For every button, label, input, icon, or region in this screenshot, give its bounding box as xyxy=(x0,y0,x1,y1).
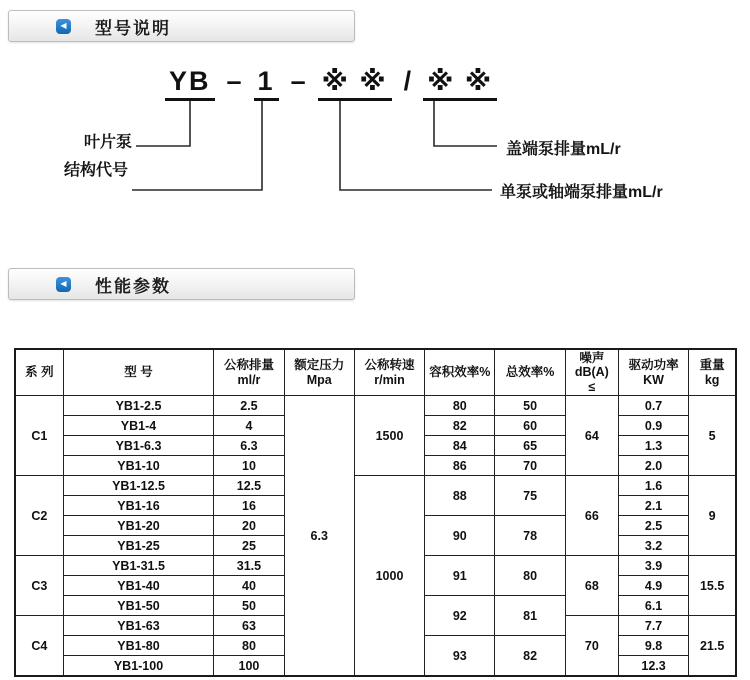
cell-displacement: 10 xyxy=(214,456,284,476)
table-header-row xyxy=(15,349,736,396)
cell-power: 1.3 xyxy=(618,436,688,456)
cell-model: YB1-20 xyxy=(63,516,214,536)
cell-power: 4.9 xyxy=(618,576,688,596)
cell-model: YB1-40 xyxy=(63,576,214,596)
model-code-prefix: YB xyxy=(165,66,215,101)
cell-power: 2.5 xyxy=(618,516,688,536)
cell-model: YB1-100 xyxy=(63,656,214,677)
model-code-slash: / xyxy=(403,66,412,96)
cell-volumetric-efficiency: 90 xyxy=(425,516,495,556)
cell-displacement: 16 xyxy=(214,496,284,516)
cell-series: C2 xyxy=(15,476,63,556)
cell-volumetric-efficiency: 93 xyxy=(425,636,495,677)
cell-model: YB1-6.3 xyxy=(63,436,214,456)
table-row xyxy=(15,396,736,416)
cell-displacement: 4 xyxy=(214,416,284,436)
cell-power: 6.1 xyxy=(618,596,688,616)
model-code-structure: 1 xyxy=(254,66,279,101)
cell-model: YB1-80 xyxy=(63,636,214,656)
cell-weight: 15.5 xyxy=(689,556,736,616)
cell-total-efficiency: 80 xyxy=(495,556,565,596)
arrow-left-icon: ◀ xyxy=(60,21,67,30)
cell-displacement: 31.5 xyxy=(214,556,284,576)
cell-volumetric-efficiency: 91 xyxy=(425,556,495,596)
cell-displacement: 25 xyxy=(214,536,284,556)
cell-total-efficiency: 65 xyxy=(495,436,565,456)
cell-power: 3.2 xyxy=(618,536,688,556)
cell-total-efficiency: 70 xyxy=(495,456,565,476)
cell-noise: 70 xyxy=(565,616,618,677)
cell-noise: 64 xyxy=(565,396,618,476)
callout-vane-pump: 叶片泵 xyxy=(83,134,132,151)
cell-model: YB1-4 xyxy=(63,416,214,436)
cell-series: C3 xyxy=(15,556,63,616)
model-code-group1: ※ ※ xyxy=(318,66,392,101)
cell-total-efficiency: 60 xyxy=(495,416,565,436)
cell-total-efficiency: 75 xyxy=(495,476,565,516)
cell-weight: 9 xyxy=(689,476,736,556)
cell-displacement: 100 xyxy=(214,656,284,677)
cell-displacement: 12.5 xyxy=(214,476,284,496)
header-noise: 噪声 dB(A) ≤ xyxy=(565,349,618,396)
cell-model: YB1-31.5 xyxy=(63,556,214,576)
cell-model: YB1-2.5 xyxy=(63,396,214,416)
header-total-efficiency: 总效率% xyxy=(495,349,565,396)
cell-model: YB1-25 xyxy=(63,536,214,556)
callout-single-or-shaft-end-displacement: 单泵或轴端泵排量mL/r xyxy=(500,184,663,201)
arrow-left-icon: ◀ xyxy=(60,279,67,288)
cell-volumetric-efficiency: 88 xyxy=(425,476,495,516)
cell-model: YB1-50 xyxy=(63,596,214,616)
cell-power: 9.8 xyxy=(618,636,688,656)
header-displacement: 公称排量 ml/r xyxy=(214,349,284,396)
cell-series: C1 xyxy=(15,396,63,476)
cell-power: 0.7 xyxy=(618,396,688,416)
cell-total-efficiency: 50 xyxy=(495,396,565,416)
performance-table xyxy=(14,348,737,677)
cell-speed: 1000 xyxy=(354,476,424,677)
cell-pressure: 6.3 xyxy=(284,396,354,677)
cell-noise: 66 xyxy=(565,476,618,556)
table-row xyxy=(15,476,736,496)
section-title-model-description: 型号说明 xyxy=(95,18,171,38)
cell-total-efficiency: 81 xyxy=(495,596,565,636)
cell-displacement: 40 xyxy=(214,576,284,596)
header-volumetric-efficiency: 容积效率% xyxy=(425,349,495,396)
cell-total-efficiency: 78 xyxy=(495,516,565,556)
section-bar-performance-params xyxy=(8,268,355,300)
cell-weight: 5 xyxy=(689,396,736,476)
cell-power: 3.9 xyxy=(618,556,688,576)
model-code-dash1: – xyxy=(226,66,242,96)
cell-power: 7.7 xyxy=(618,616,688,636)
cell-model: YB1-12.5 xyxy=(63,476,214,496)
cell-power: 12.3 xyxy=(618,656,688,677)
cell-total-efficiency: 82 xyxy=(495,636,565,677)
header-model: 型 号 xyxy=(63,349,214,396)
callout-cover-end-displacement: 盖端泵排量mL/r xyxy=(506,141,621,158)
callout-structure-code: 结构代号 xyxy=(63,162,128,179)
cell-volumetric-efficiency: 86 xyxy=(425,456,495,476)
model-code-group2: ※ ※ xyxy=(423,66,497,101)
cell-noise: 68 xyxy=(565,556,618,616)
cell-model: YB1-16 xyxy=(63,496,214,516)
header-drive-power: 驱动功率 KW xyxy=(618,349,688,396)
cell-displacement: 50 xyxy=(214,596,284,616)
cell-power: 2.0 xyxy=(618,456,688,476)
cell-volumetric-efficiency: 82 xyxy=(425,416,495,436)
cell-volumetric-efficiency: 84 xyxy=(425,436,495,456)
cell-displacement: 6.3 xyxy=(214,436,284,456)
section-bullet-icon xyxy=(56,277,71,292)
cell-power: 1.6 xyxy=(618,476,688,496)
cell-speed: 1500 xyxy=(354,396,424,476)
cell-series: C4 xyxy=(15,616,63,677)
cell-model: YB1-10 xyxy=(63,456,214,476)
cell-power: 2.1 xyxy=(618,496,688,516)
cell-displacement: 20 xyxy=(214,516,284,536)
header-weight: 重量 kg xyxy=(689,349,736,396)
cell-displacement: 80 xyxy=(214,636,284,656)
model-code-dash2: – xyxy=(290,66,306,96)
header-speed: 公称转速 r/min xyxy=(354,349,424,396)
cell-volumetric-efficiency: 92 xyxy=(425,596,495,636)
section-title-performance-params: 性能参数 xyxy=(95,276,171,296)
cell-power: 0.9 xyxy=(618,416,688,436)
header-pressure: 额定压力 Mpa xyxy=(284,349,354,396)
cell-weight: 21.5 xyxy=(689,616,736,677)
header-series: 系 列 xyxy=(15,349,63,396)
cell-volumetric-efficiency: 80 xyxy=(425,396,495,416)
cell-model: YB1-63 xyxy=(63,616,214,636)
cell-displacement: 2.5 xyxy=(214,396,284,416)
cell-displacement: 63 xyxy=(214,616,284,636)
